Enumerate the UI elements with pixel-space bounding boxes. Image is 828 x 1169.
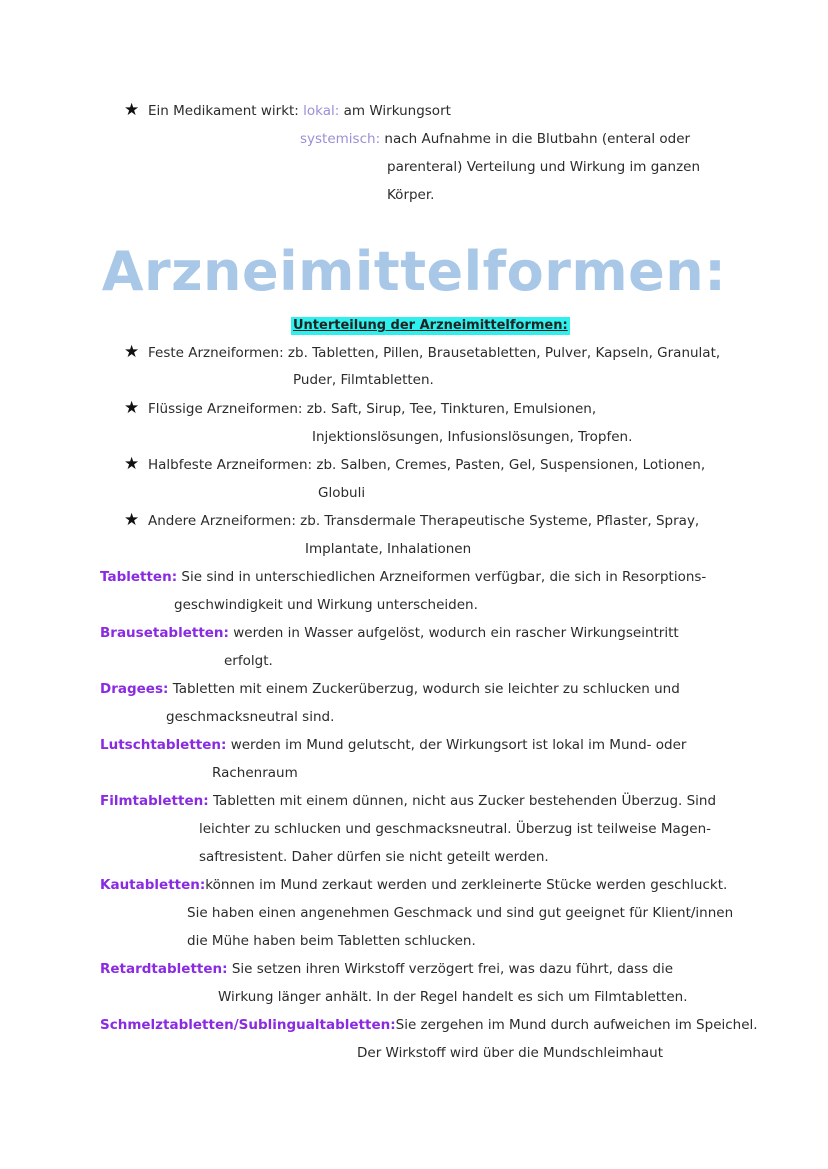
definition-retardtabletten	[100, 960, 673, 978]
star-bullet-icon: ★	[124, 510, 140, 530]
intro-line	[148, 102, 451, 120]
definition-tabletten	[100, 568, 706, 586]
definition-text: leichter zu schlucken und geschmacksneutral. Überzug ist teilweise Magen-	[199, 821, 712, 837]
systemisch-text-2: parenteral) Verteilung und Wirkung im ganzen	[387, 159, 701, 175]
form-item-feste-cont: Puder, Filmtabletten.	[293, 372, 434, 388]
definition-text: Tabletten mit einem dünnen, nicht aus Zucker bestehenden Überzug. Sind	[212, 793, 717, 809]
definition-text: Rachenraum	[212, 765, 298, 781]
definition-brausetabletten	[100, 624, 679, 642]
form-item-andere: Andere Arzneiformen: zb. Transdermale Therapeutische Systeme, Pflaster, Spray,	[148, 513, 700, 529]
star-bullet-icon: ★	[124, 100, 140, 120]
definition-term: Lutschtabletten:	[100, 737, 227, 753]
definition-schmelztabletten	[100, 1016, 758, 1034]
lokal-text: am Wirkungsort	[343, 103, 451, 119]
form-item-halbfeste-cont: Globuli	[318, 485, 366, 501]
definition-text: saftresistent. Daher dürfen sie nicht geteilt werden.	[199, 849, 549, 865]
definition-term: Schmelztabletten/Sublingualtabletten:	[100, 1017, 396, 1033]
form-item-feste: Feste Arzneiformen: zb. Tabletten, Pillen, Brausetabletten, Pulver, Kapseln, Granulat,	[148, 345, 721, 361]
definition-term: Dragees:	[100, 681, 169, 697]
definition-text: Sie zergehen im Mund durch aufweichen im Speichel.	[395, 1017, 758, 1033]
form-item-fluessige-cont: Injektionslösungen, Infusionslösungen, Tropfen.	[312, 429, 633, 445]
definition-term: Filmtabletten:	[100, 793, 209, 809]
definition-text: Tabletten mit einem Zuckerüberzug, wodurch sie leichter zu schlucken und	[172, 681, 680, 697]
definition-text: geschwindigkeit und Wirkung unterscheiden.	[174, 597, 478, 613]
definition-term: Brausetabletten:	[100, 625, 229, 641]
definition-dragees	[100, 680, 680, 698]
page-title: Arzneimittelformen:	[101, 240, 727, 303]
systemisch-text-3: Körper.	[387, 187, 435, 203]
definition-text: Der Wirkstoff wird über die Mundschleimhaut	[357, 1045, 664, 1061]
definition-term: Kautabletten:	[100, 877, 206, 893]
definition-term: Tabletten:	[100, 569, 178, 585]
definition-text: die Mühe haben beim Tabletten schlucken.	[187, 933, 476, 949]
star-bullet-icon: ★	[124, 342, 140, 362]
definition-text: können im Mund zerkaut werden und zerkleinerte Stücke werden geschluckt.	[205, 877, 728, 893]
definition-text: geschmacksneutral sind.	[166, 709, 335, 725]
systemisch-line	[300, 130, 690, 148]
intro-lead: Ein Medikament wirkt:	[148, 103, 299, 119]
star-bullet-icon: ★	[124, 454, 140, 474]
systemisch-term: systemisch:	[300, 131, 381, 147]
systemisch-text-1: nach Aufnahme in die Blutbahn (enteral oder	[384, 131, 691, 147]
definition-lutschtabletten	[100, 736, 687, 754]
definition-text: Sie sind in unterschiedlichen Arzneiformen verfügbar, die sich in Resorptions-	[181, 569, 707, 585]
definition-text: Sie haben einen angenehmen Geschmack und sind gut geeignet für Klient/innen	[187, 905, 734, 921]
star-bullet-icon: ★	[124, 398, 140, 418]
form-item-halbfeste: Halbfeste Arzneiformen: zb. Salben, Cremes, Pasten, Gel, Suspensionen, Lotionen,	[148, 457, 706, 473]
section-subtitle: Unterteilung der Arzneimittelformen:	[293, 318, 568, 333]
definition-text: erfolgt.	[224, 653, 273, 669]
form-item-fluessige: Flüssige Arzneiformen: zb. Saft, Sirup, Tee, Tinkturen, Emulsionen,	[148, 401, 597, 417]
definition-text: Sie setzen ihren Wirkstoff verzögert frei, was dazu führt, dass die	[231, 961, 674, 977]
form-item-andere-cont: Implantate, Inhalationen	[305, 541, 472, 557]
definition-filmtabletten	[100, 792, 716, 810]
definition-text: Wirkung länger anhält. In der Regel handelt es sich um Filmtabletten.	[218, 989, 688, 1005]
definition-text: werden im Mund gelutscht, der Wirkungsort ist lokal im Mund- oder	[230, 737, 687, 753]
definition-term: Retardtabletten:	[100, 961, 228, 977]
definition-text: werden in Wasser aufgelöst, wodurch ein rascher Wirkungseintritt	[233, 625, 679, 641]
lokal-term: lokal:	[303, 103, 340, 119]
definition-kautabletten	[100, 876, 727, 894]
